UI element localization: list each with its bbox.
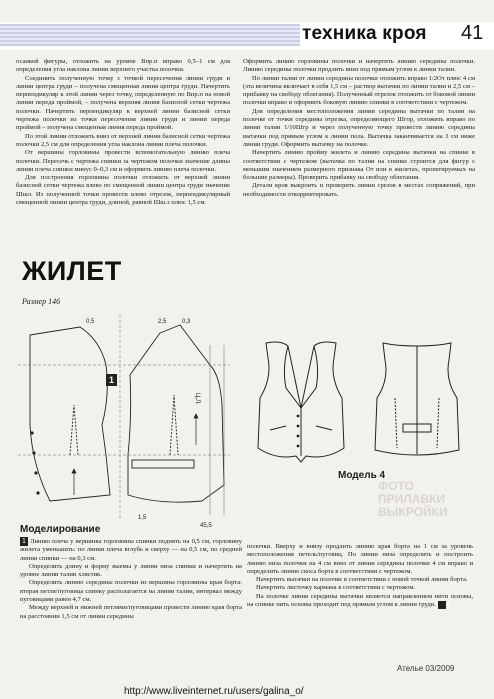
dim-label: 2,5	[158, 319, 167, 325]
subheading: Моделирование	[20, 524, 101, 535]
page-number: 41	[461, 22, 484, 44]
step-number-badge: 1	[20, 537, 28, 546]
bleed-through-text	[378, 480, 448, 519]
text-column-bottom-left	[20, 537, 242, 621]
page-section-title: техника кроя	[302, 23, 427, 44]
paragraph: От вершины горловины провести вспомогательную линию плеча полочки. Пересечь с чертежа спинки за чертежом полочки значение длины линии плеча спинки минус 0–0,3 см и оформить линию плеча полочки.	[16, 149, 230, 173]
paragraph: Начертить линию пройму жилета и линию середины вытачки на спинке в соответствии с чертежом (вытачка по талии на спинке строится для фигур с меньшим значением размерного признака От или в жилетах, проектируемых на большие размеры). Проверить прибавку на свободу облегания.	[243, 149, 475, 182]
belt-tab	[132, 460, 194, 468]
paragraph	[20, 537, 242, 563]
button-mark	[36, 491, 39, 494]
ghost-line: ВЫКРОЙКИ	[378, 505, 448, 519]
paragraph: осанкой фигуры, отложить на уровне Впр.п вправо 0,5–1 см для определения угла наклона линии верхнего участка полочки.	[16, 58, 230, 74]
end-mark: ф	[438, 601, 446, 609]
vest-front-illustration	[246, 338, 356, 468]
model-label: Модель 4	[338, 470, 386, 481]
paragraph: Соединить полученную точку с точкой пересечения линии груди и линии центра груди – получена смещенная линия центра груди. Начертить перпендикуляр к этой линии через точку, определенную по Впр.п на новой линии переда проймой, – получена верхняя линия базисной сетки чертежа полочки. Начертить перпендикуляр к верхней линии базисной сетки чертежа полочки из точки пересечения линии груди и линии переда проймой – получена смещенная линия переда проймой.	[16, 74, 230, 132]
button-mark	[32, 451, 35, 454]
paragraph: Для определения местоположения линии середины вытачки по талии на полочке от точки середины отрезка, определяющего Шгор, отложить вправо по линии талии 1/10Шгр и через полученную точку провести линию середины вытачки под прямым углом к линии пола. Вытачка заканчивается на 3 см ниже линии груди. Оформить вытачку на полочке.	[243, 107, 475, 148]
paragraph: Для построения горловины полочки отложить от верхней линии базисной сетки чертежа влево по смещенной линии центра груди значение Шшл. Из полученной точки провести влево отрезок, перпендикулярный смещенной линии центра груди, длиной, равной Шш.з плюс 1,5 см.	[16, 174, 230, 207]
paragraph	[247, 593, 473, 610]
button-mark	[30, 431, 33, 434]
back-piece-outline	[30, 327, 110, 501]
dim-label: 0,3	[182, 319, 191, 325]
text-column-right	[243, 58, 475, 199]
back-dart	[70, 405, 78, 455]
footer-issue: Ателье 03/2009	[397, 664, 455, 673]
paragraph: Определить линию середины полочки из вершины горловины края борта: вторая петля/пуговица спинку располагается на линии талии, интервал между пуговицами равен 4,7 см.	[20, 579, 242, 604]
dim-label: Ц.Л.	[194, 393, 200, 405]
paragraph: Между верхней и нижней петлями/пуговицами провести линию края борта на расстоянии 1,5 см от линии середины	[20, 604, 242, 620]
text-column-left	[16, 58, 230, 207]
paragraph: Начертить вытачки на полочке в соответствии с новой точкой линии борта.	[256, 576, 468, 584]
paragraph-text: На полочке линия середины вытачки является направлением нити основы, на спинке нить основы проходит под прямым углом к линии груди.	[247, 592, 473, 609]
watermark-url: http://www.liveinternet.ru/users/galina_o/	[124, 686, 304, 697]
paragraph-text: Линию плеча у вершины горловины спинки поднять на 0,5 см, горловину жилета уменьшить: по линии плеча вглубь и сверху — на 0,5 см, по средней линии спинки — на 0,3 см.	[20, 538, 242, 562]
ghost-line: ФОТО	[378, 479, 414, 493]
text-column-bottom-right	[247, 543, 473, 609]
dim-label: 1,5	[138, 515, 147, 521]
pattern-drawing	[10, 305, 236, 535]
paragraph: Оформить линию горловины полочки и начертить линию середины полочки. Линию середины полочки продлить вниз под прямым углом к линии талии.	[243, 58, 475, 74]
dim-label: 45,5	[200, 523, 212, 529]
paragraph: По этой линии отложить вниз от верхней линии базисной сетки чертежа полочки 2,5 см для определения угла наклона линии плеча полочки.	[16, 132, 230, 148]
paragraph: полочки. Вверху и внизу продлить линию края борта на 1 см за уровень местоположения петель/пуговиц. По линии низа определить и построить линию низа полочки на 4 см вниз от линии середины полочки 4 см вправо и определить линию скоса борта в соответствии с чертежом.	[247, 543, 473, 575]
size-label: Размер 146	[22, 297, 61, 306]
section-heading: ЖИЛЕТ	[22, 256, 122, 286]
dim-label: 0,5	[86, 319, 95, 325]
front-piece-outline	[128, 325, 224, 502]
paragraph: Начертить листочку кармана в соответствии с чертежом.	[256, 584, 416, 592]
paragraph: Определить длину и форму выемы у линии низа спинки и начертить на уровне линии талии хлястик.	[20, 562, 242, 579]
button-mark	[34, 471, 37, 474]
front-dart	[170, 395, 178, 455]
ghost-line: ПРИЛАВКИ	[378, 492, 445, 506]
step-badge: 1	[106, 374, 117, 386]
vest-back-illustration	[365, 338, 470, 468]
header-decor-bar	[0, 24, 300, 46]
paragraph: По линии талии от линии середины полочки отложить вправо 1/2От плюс 4 см (эта величина включает в себя 1,5 см – раствор вытачки по линии талии и 2,5 см – прибавку на свободу облегания). Полученный отрезок отложить от боковой линии полочки вправо и оформить боковую линию спинки в соответствии с чертежом.	[243, 74, 476, 107]
paragraph: Детали кроя выкроить и проверить линии срезов в местах сопряжений, при необходимости откорректировать.	[243, 182, 475, 198]
